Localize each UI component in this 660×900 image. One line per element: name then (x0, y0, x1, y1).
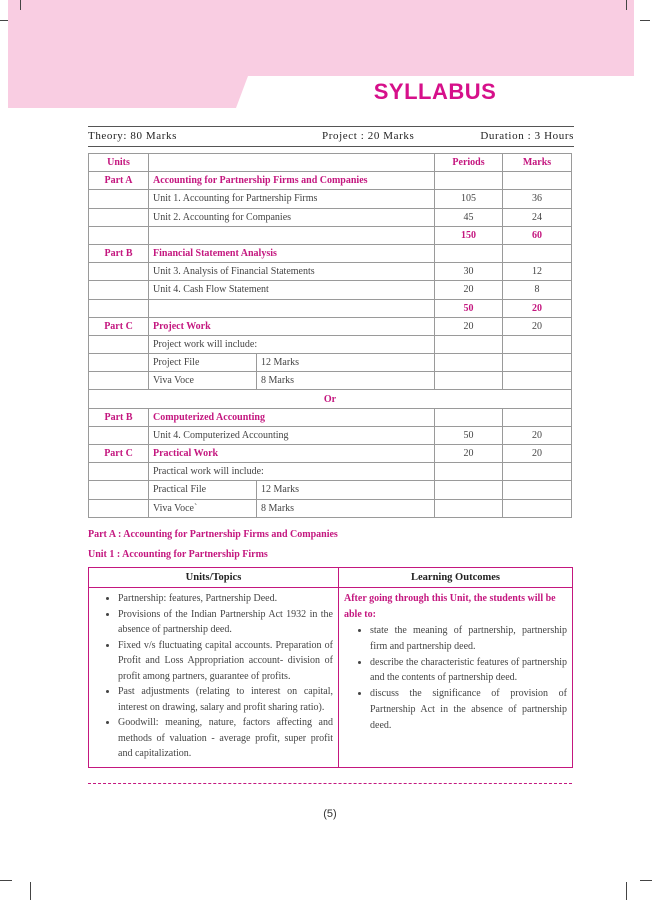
part-cell (89, 354, 149, 372)
crop-mark (30, 882, 31, 900)
table-row (89, 172, 572, 190)
periods-cell (435, 408, 503, 426)
outcomes-header-row (89, 568, 573, 588)
topic-item: • Provisions of the Indian Partnership Act 1932 in the absence of partnership deed. (118, 607, 333, 638)
topic-cell: Practical File (149, 481, 257, 499)
marks-cell: 12 (503, 263, 572, 281)
periods-cell (435, 172, 503, 190)
part-cell: Part A (89, 172, 149, 190)
marks-cell: 36 (503, 190, 572, 208)
topic-cell: Accounting for Partnership Firms and Companies (149, 172, 435, 190)
outcome-item: • state the meaning of partnership, partnership firm and partnership deed. (370, 623, 567, 655)
marks-cell (503, 172, 572, 190)
table-row (89, 208, 572, 226)
topic-cell: Financial Statement Analysis (149, 244, 435, 262)
meta-rule (88, 146, 574, 147)
project-marks: Project : 20 Marks (322, 130, 415, 142)
crop-mark (0, 20, 8, 21)
marks-cell (503, 499, 572, 517)
topic-cell: Practical Work (149, 445, 435, 463)
periods-cell: 20 (435, 317, 503, 335)
table-row (89, 299, 572, 317)
outcomes-intro: After going through this Unit, the students will be able to: (344, 593, 556, 620)
topic-item: • Partnership: features, Partnership Deed. (118, 591, 333, 607)
marks-cell (503, 244, 572, 262)
table-row (89, 445, 572, 463)
outcome-item: • discuss the significance of provision of Partnership Act in the absence of partnership deed. (370, 686, 567, 733)
part-cell: Part C (89, 317, 149, 335)
topic-item: • Goodwill: meaning, nature, factors affecting and methods of valuation - average profit, super profit and capitalization. (118, 715, 333, 762)
outcomes-body-row (89, 588, 573, 768)
or-divider: Or (89, 390, 572, 408)
part-cell (89, 226, 149, 244)
syllabus-table (88, 153, 572, 518)
part-cell (89, 335, 149, 353)
marks-cell: 24 (503, 208, 572, 226)
topic-cell: Viva Voce` (149, 499, 257, 517)
periods-cell: 150 (435, 226, 503, 244)
topics-header: Units/Topics (89, 568, 339, 588)
topic-cell: Practical work will include: (149, 463, 435, 481)
part-cell (89, 208, 149, 226)
periods-cell (435, 372, 503, 390)
periods-cell: 30 (435, 263, 503, 281)
units-header: Units (89, 154, 149, 172)
theory-marks: Theory: 80 Marks (88, 130, 178, 142)
table-row (89, 354, 572, 372)
topic-cell (149, 226, 435, 244)
periods-cell (435, 499, 503, 517)
table-row (89, 426, 572, 444)
crop-mark (640, 20, 650, 21)
topic-item: • Past adjustments (relating to interest on capital, interest on drawing, salary and profit sharing ratio). (118, 684, 333, 715)
periods-cell (435, 354, 503, 372)
table-row (89, 499, 572, 517)
marks-cell: 8 (503, 281, 572, 299)
sub-marks-cell: 12 Marks (257, 481, 435, 499)
page-title: SYLLABUS (373, 79, 497, 104)
marks-cell: 20 (503, 445, 572, 463)
part-cell: Part B (89, 408, 149, 426)
marks-cell: 20 (503, 317, 572, 335)
unit-heading: Unit 1 : Accounting for Partnership Firms (88, 549, 268, 560)
periods-header: Periods (435, 154, 503, 172)
marks-cell (503, 463, 572, 481)
table-row (89, 317, 572, 335)
periods-cell (435, 463, 503, 481)
crop-mark (20, 0, 21, 10)
table-row (89, 190, 572, 208)
marks-cell (503, 354, 572, 372)
sub-marks-cell: 8 Marks (257, 499, 435, 517)
outcomes-list (340, 623, 567, 734)
topic-cell: Unit 2. Accounting for Companies (149, 208, 435, 226)
marks-cell: 20 (503, 299, 572, 317)
table-row (89, 244, 572, 262)
crop-mark (626, 882, 627, 900)
learning-outcomes-table (88, 567, 573, 768)
table-row (89, 372, 572, 390)
marks-info (88, 130, 574, 146)
table-row (89, 408, 572, 426)
part-cell (89, 463, 149, 481)
crop-mark (626, 0, 627, 10)
table-row (89, 263, 572, 281)
marks-cell: 20 (503, 426, 572, 444)
sub-marks-cell: 8 Marks (257, 372, 435, 390)
periods-cell: 50 (435, 426, 503, 444)
marks-cell (503, 372, 572, 390)
table-header-row (89, 154, 572, 172)
part-cell (89, 299, 149, 317)
table-row (89, 390, 572, 408)
crop-mark (0, 880, 12, 881)
part-cell (89, 190, 149, 208)
outcome-item: • describe the characteristic features of partnership and the contents of partnership deed. (370, 655, 567, 687)
periods-cell (435, 335, 503, 353)
topic-cell (149, 299, 435, 317)
dashed-rule (88, 783, 572, 784)
topics-list (90, 591, 333, 762)
table-row (89, 335, 572, 353)
section-heading: Part A : Accounting for Partnership Firms and Companies (88, 529, 338, 540)
topic-cell: Unit 3. Analysis of Financial Statements (149, 263, 435, 281)
periods-cell (435, 481, 503, 499)
periods-cell (435, 244, 503, 262)
topic-cell: Project Work (149, 317, 435, 335)
top-rule (88, 126, 574, 127)
topic-cell: Project work will include: (149, 335, 435, 353)
blank-header (149, 154, 435, 172)
page-number: (5) (323, 808, 337, 820)
part-cell (89, 281, 149, 299)
topics-cell (89, 588, 339, 768)
marks-cell (503, 335, 572, 353)
part-cell (89, 499, 149, 517)
crop-mark (640, 880, 652, 881)
topic-cell: Project File (149, 354, 257, 372)
table-row (89, 226, 572, 244)
marks-cell: 60 (503, 226, 572, 244)
topic-cell: Computerized Accounting (149, 408, 435, 426)
periods-cell: 50 (435, 299, 503, 317)
topic-item: • Fixed v/s fluctuating capital accounts. Preparation of Profit and Loss Appropriation account- division of profit among partners, guarantee of profits. (118, 638, 333, 685)
marks-cell (503, 408, 572, 426)
periods-cell: 105 (435, 190, 503, 208)
sub-marks-cell: 12 Marks (257, 354, 435, 372)
duration: Duration : 3 Hours (480, 130, 574, 142)
outcomes-cell (339, 588, 573, 768)
part-cell (89, 263, 149, 281)
outcomes-header: Learning Outcomes (339, 568, 573, 588)
table-row (89, 481, 572, 499)
table-row (89, 281, 572, 299)
table-row (89, 463, 572, 481)
topic-cell: Unit 4. Computerized Accounting (149, 426, 435, 444)
part-cell: Part C (89, 445, 149, 463)
topic-cell: Unit 4. Cash Flow Statement (149, 281, 435, 299)
part-cell (89, 426, 149, 444)
topic-cell: Unit 1. Accounting for Partnership Firms (149, 190, 435, 208)
part-cell (89, 372, 149, 390)
part-cell (89, 481, 149, 499)
marks-header: Marks (503, 154, 572, 172)
topic-cell: Viva Voce (149, 372, 257, 390)
periods-cell: 20 (435, 445, 503, 463)
marks-cell (503, 481, 572, 499)
part-cell: Part B (89, 244, 149, 262)
periods-cell: 20 (435, 281, 503, 299)
periods-cell: 45 (435, 208, 503, 226)
